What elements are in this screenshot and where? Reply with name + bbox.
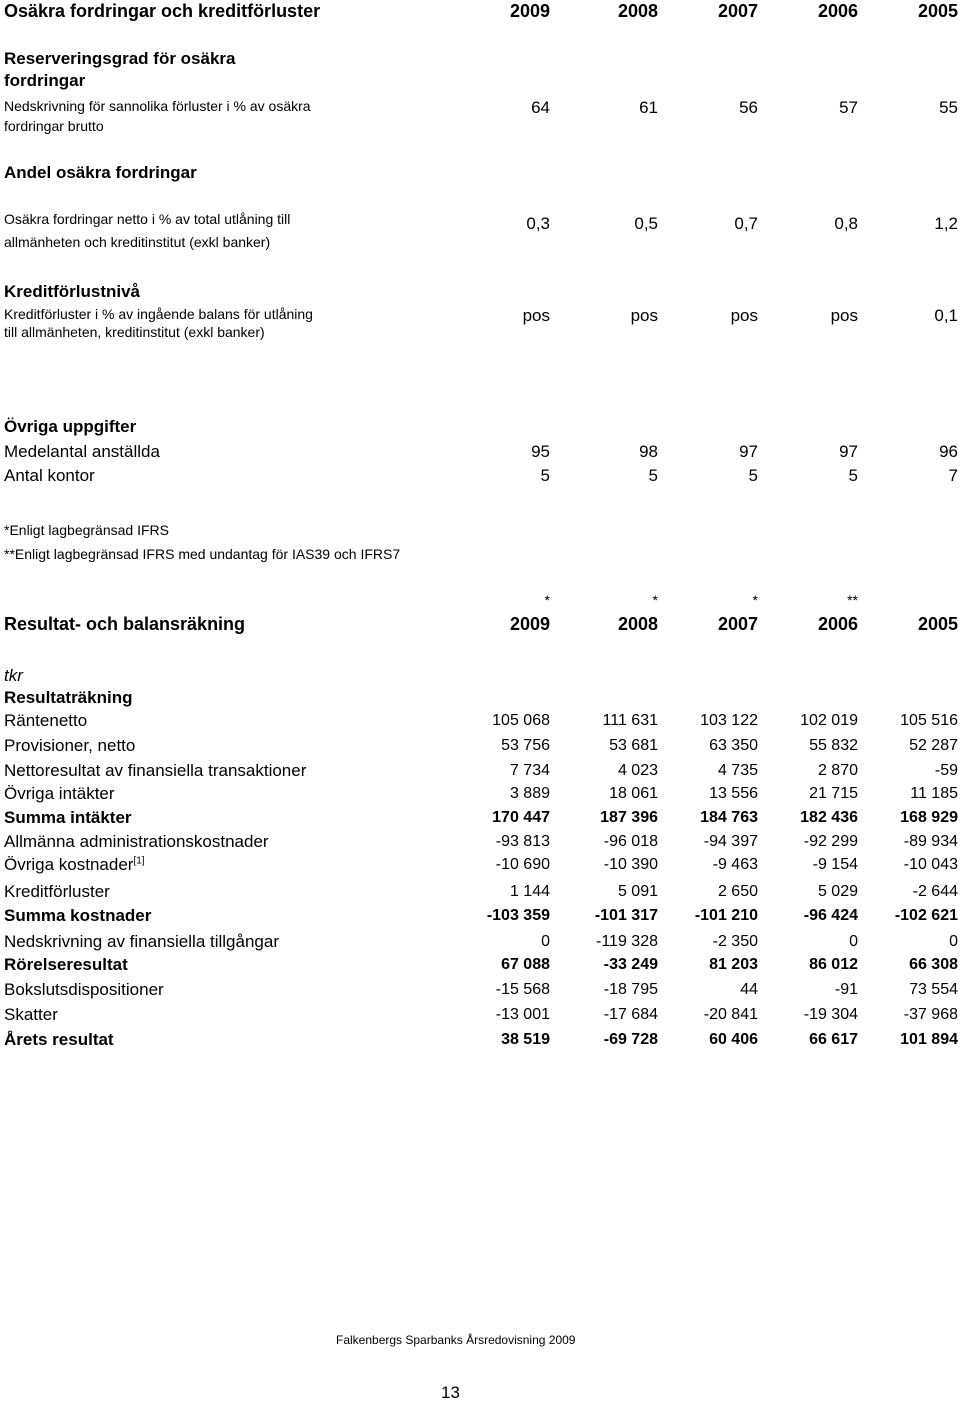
- row-label-text: Nettoresultat av finansiella transaktioner: [4, 761, 307, 780]
- resultat-title: Resultat- och balansräkning: [4, 614, 246, 634]
- row-label: [4, 808, 132, 828]
- note-ifrs: *Enligt lagbegränsad IFRS: [4, 522, 169, 538]
- table-cell: -96 424: [803, 907, 858, 924]
- table-cell: 1 144: [509, 883, 550, 900]
- table-cell: -94 397: [703, 833, 758, 850]
- year-header: 2008: [617, 614, 658, 634]
- table-cell: 98: [639, 442, 658, 461]
- table-cell: 2 650: [717, 883, 758, 900]
- year-header: 2009: [509, 1, 550, 21]
- table-cell: -33 249: [603, 956, 658, 973]
- table-cell: 1,2: [934, 214, 958, 233]
- table-cell: -101 317: [594, 907, 658, 924]
- row-label: [4, 882, 110, 902]
- table-cell: -19 304: [803, 1006, 858, 1023]
- row-label: [4, 736, 135, 756]
- table-cell: -119 328: [596, 933, 658, 950]
- table-cell: 7: [948, 466, 958, 485]
- year-marker: *: [752, 592, 758, 608]
- table-cell: -17 684: [603, 1006, 658, 1023]
- table-cell: 60 406: [709, 1031, 758, 1048]
- table-cell: -103 359: [486, 907, 550, 924]
- table-cell: 184 763: [700, 809, 758, 826]
- table-cell: 5: [848, 466, 858, 485]
- kredit-desc-2: till allmänheten, kreditinstitut (exkl banker): [4, 324, 265, 340]
- year-header: 2008: [617, 1, 658, 21]
- table-cell: 170 447: [492, 809, 550, 826]
- table-cell: -10 043: [903, 856, 958, 873]
- unit-label: tkr: [4, 666, 23, 685]
- year-header: 2006: [817, 1, 858, 21]
- andel-title: Andel osäkra fordringar: [4, 163, 197, 182]
- footer-text: Falkenbergs Sparbanks Årsredovisning 2009: [336, 1333, 576, 1347]
- table-cell: -9 463: [712, 856, 758, 873]
- table-cell: 86 012: [809, 956, 858, 973]
- table-cell: -2 350: [712, 933, 758, 950]
- year-header: 2005: [917, 1, 958, 21]
- andel-desc-1: Osäkra fordringar netto i % av total utlåning till: [4, 211, 291, 227]
- table-cell: 102 019: [800, 712, 858, 729]
- table-cell: 182 436: [800, 809, 858, 826]
- ovriga-label: Antal kontor: [4, 466, 95, 485]
- table-cell: 3 889: [509, 785, 550, 802]
- table-cell: 66 308: [909, 956, 958, 973]
- table-cell: 5 029: [817, 883, 858, 900]
- table-cell: 81 203: [709, 956, 758, 973]
- year-header: 2006: [817, 614, 858, 634]
- table-cell: -93 813: [495, 833, 550, 850]
- row-label-text: Skatter: [4, 1005, 58, 1024]
- table-cell: -92 299: [803, 833, 858, 850]
- ovriga-title: Övriga uppgifter: [4, 417, 137, 436]
- ovriga-label: Medelantal anställda: [4, 442, 160, 461]
- table-cell: 64: [531, 98, 550, 117]
- table-cell: 5: [540, 466, 550, 485]
- year-header: 2009: [509, 614, 550, 634]
- reserv-desc-2: fordringar brutto: [4, 118, 104, 134]
- table-cell: 38 519: [501, 1031, 550, 1048]
- row-label-text: Rörelseresultat: [4, 955, 128, 974]
- table-cell: -89 934: [903, 833, 958, 850]
- table-cell: 7 734: [509, 762, 550, 779]
- year-header: 2007: [717, 614, 758, 634]
- row-label-text: Summa intäkter: [4, 808, 132, 827]
- table-cell: 0,7: [734, 214, 758, 233]
- row-label-text: Nedskrivning av finansiella tillgångar: [4, 932, 279, 951]
- table-cell: -102 621: [894, 907, 958, 924]
- table-cell: pos: [630, 306, 658, 325]
- table-cell: pos: [830, 306, 858, 325]
- table-cell: -13 001: [495, 1006, 550, 1023]
- table-cell: 4 735: [717, 762, 758, 779]
- row-label-text: Bokslutsdispositioner: [4, 980, 164, 999]
- table-cell: 63 350: [709, 737, 758, 754]
- table-cell: 55 832: [809, 737, 858, 754]
- year-header: 2007: [717, 1, 758, 21]
- row-label: [4, 955, 128, 975]
- table-cell: -18 795: [603, 981, 658, 998]
- table-cell: 57: [839, 98, 858, 117]
- row-label-text: Allmänna administrationskostnader: [4, 832, 269, 851]
- table-cell: 21 715: [809, 785, 858, 802]
- year-header: 2005: [917, 614, 958, 634]
- row-label-text: Årets resultat: [4, 1030, 114, 1049]
- row-label: [4, 906, 151, 926]
- table-cell: -10 690: [495, 856, 550, 873]
- table-cell: 97: [739, 442, 758, 461]
- row-label: [4, 1005, 58, 1025]
- row-label: [4, 980, 164, 1000]
- kredit-desc-1: Kreditförluster i % av ingående balans för utlåning: [4, 306, 313, 322]
- table-cell: 56: [739, 98, 758, 117]
- resultatrakning-title: Resultaträkning: [4, 688, 133, 707]
- row-label: [4, 711, 87, 731]
- table-cell: 0: [849, 933, 858, 950]
- table-cell: 53 681: [609, 737, 658, 754]
- table-cell: 73 554: [909, 981, 958, 998]
- table-cell: 66 617: [809, 1031, 858, 1048]
- table-cell: 0,1: [934, 306, 958, 325]
- table-cell: -101 210: [694, 907, 758, 924]
- table-cell: 97: [839, 442, 858, 461]
- row-label: [4, 761, 306, 781]
- table-cell: 0,3: [526, 214, 550, 233]
- footnote-ref: [1]: [133, 855, 145, 867]
- table-cell: 18 061: [609, 785, 658, 802]
- row-label: [4, 832, 269, 852]
- row-label-text: Övriga intäkter: [4, 784, 115, 803]
- table-cell: 13 556: [709, 785, 758, 802]
- table-cell: pos: [522, 306, 550, 325]
- section-title-osakra: Osäkra fordringar och kreditförluster: [4, 1, 321, 21]
- table-cell: 11 185: [910, 785, 958, 802]
- table-cell: 67 088: [501, 956, 550, 973]
- table-cell: 0,8: [834, 214, 858, 233]
- reserv-title: Reserveringsgrad för osäkra fordringar: [4, 49, 236, 90]
- table-cell: 5: [648, 466, 658, 485]
- table-cell: 53 756: [501, 737, 550, 754]
- table-cell: 187 396: [600, 809, 658, 826]
- table-cell: -96 018: [603, 833, 658, 850]
- table-cell: -20 841: [703, 1006, 758, 1023]
- table-cell: 96: [939, 442, 958, 461]
- row-label-text: Provisioner, netto: [4, 736, 136, 755]
- row-label: [4, 1030, 114, 1050]
- table-cell: 4 023: [617, 762, 658, 779]
- row-label: [4, 932, 279, 952]
- table-cell: 0: [949, 933, 958, 950]
- table-cell: 52 287: [909, 737, 958, 754]
- table-cell: -9 154: [812, 856, 858, 873]
- table-cell: pos: [730, 306, 758, 325]
- row-label-text: Summa kostnader: [4, 906, 152, 925]
- andel-desc-2: allmänheten och kreditinstitut (exkl banker): [4, 234, 271, 250]
- table-cell: -2 644: [912, 883, 958, 900]
- table-cell: 105 516: [900, 712, 958, 729]
- table-cell: 5: [748, 466, 758, 485]
- table-cell: -37 968: [903, 1006, 958, 1023]
- table-cell: 0: [541, 933, 550, 950]
- table-cell: 55: [939, 98, 958, 117]
- table-cell: -15 568: [495, 981, 550, 998]
- table-cell: 0,5: [634, 214, 658, 233]
- page-number: 13: [441, 1383, 460, 1402]
- table-cell: 95: [531, 442, 550, 461]
- table-cell: -91: [834, 981, 858, 998]
- table-cell: 61: [639, 98, 658, 117]
- table-cell: 105 068: [492, 712, 550, 729]
- row-label: [4, 855, 145, 875]
- row-label: [4, 784, 115, 804]
- table-cell: 101 894: [900, 1031, 958, 1048]
- table-cell: -10 390: [603, 856, 658, 873]
- row-label-text: Räntenetto: [4, 711, 88, 730]
- table-cell: -59: [934, 762, 958, 779]
- year-marker: **: [847, 592, 858, 608]
- table-cell: 103 122: [700, 712, 758, 729]
- row-label-text: Övriga kostnader: [4, 855, 134, 874]
- table-cell: 5 091: [617, 883, 658, 900]
- reserv-desc-1: Nedskrivning för sannolika förluster i % av osäkra: [4, 98, 311, 114]
- year-marker: *: [544, 592, 550, 608]
- table-cell: -69 728: [603, 1031, 658, 1048]
- table-cell: 44: [740, 981, 758, 998]
- kredit-title: Kreditförlustnivå: [4, 282, 141, 301]
- table-cell: 168 929: [900, 809, 958, 826]
- row-label-text: Kreditförluster: [4, 882, 110, 901]
- table-cell: 2 870: [817, 762, 858, 779]
- note-ifrs-ias39: **Enligt lagbegränsad IFRS med undantag för IAS39 och IFRS7: [4, 546, 401, 562]
- year-marker: *: [652, 592, 658, 608]
- table-cell: 111 631: [602, 712, 658, 729]
